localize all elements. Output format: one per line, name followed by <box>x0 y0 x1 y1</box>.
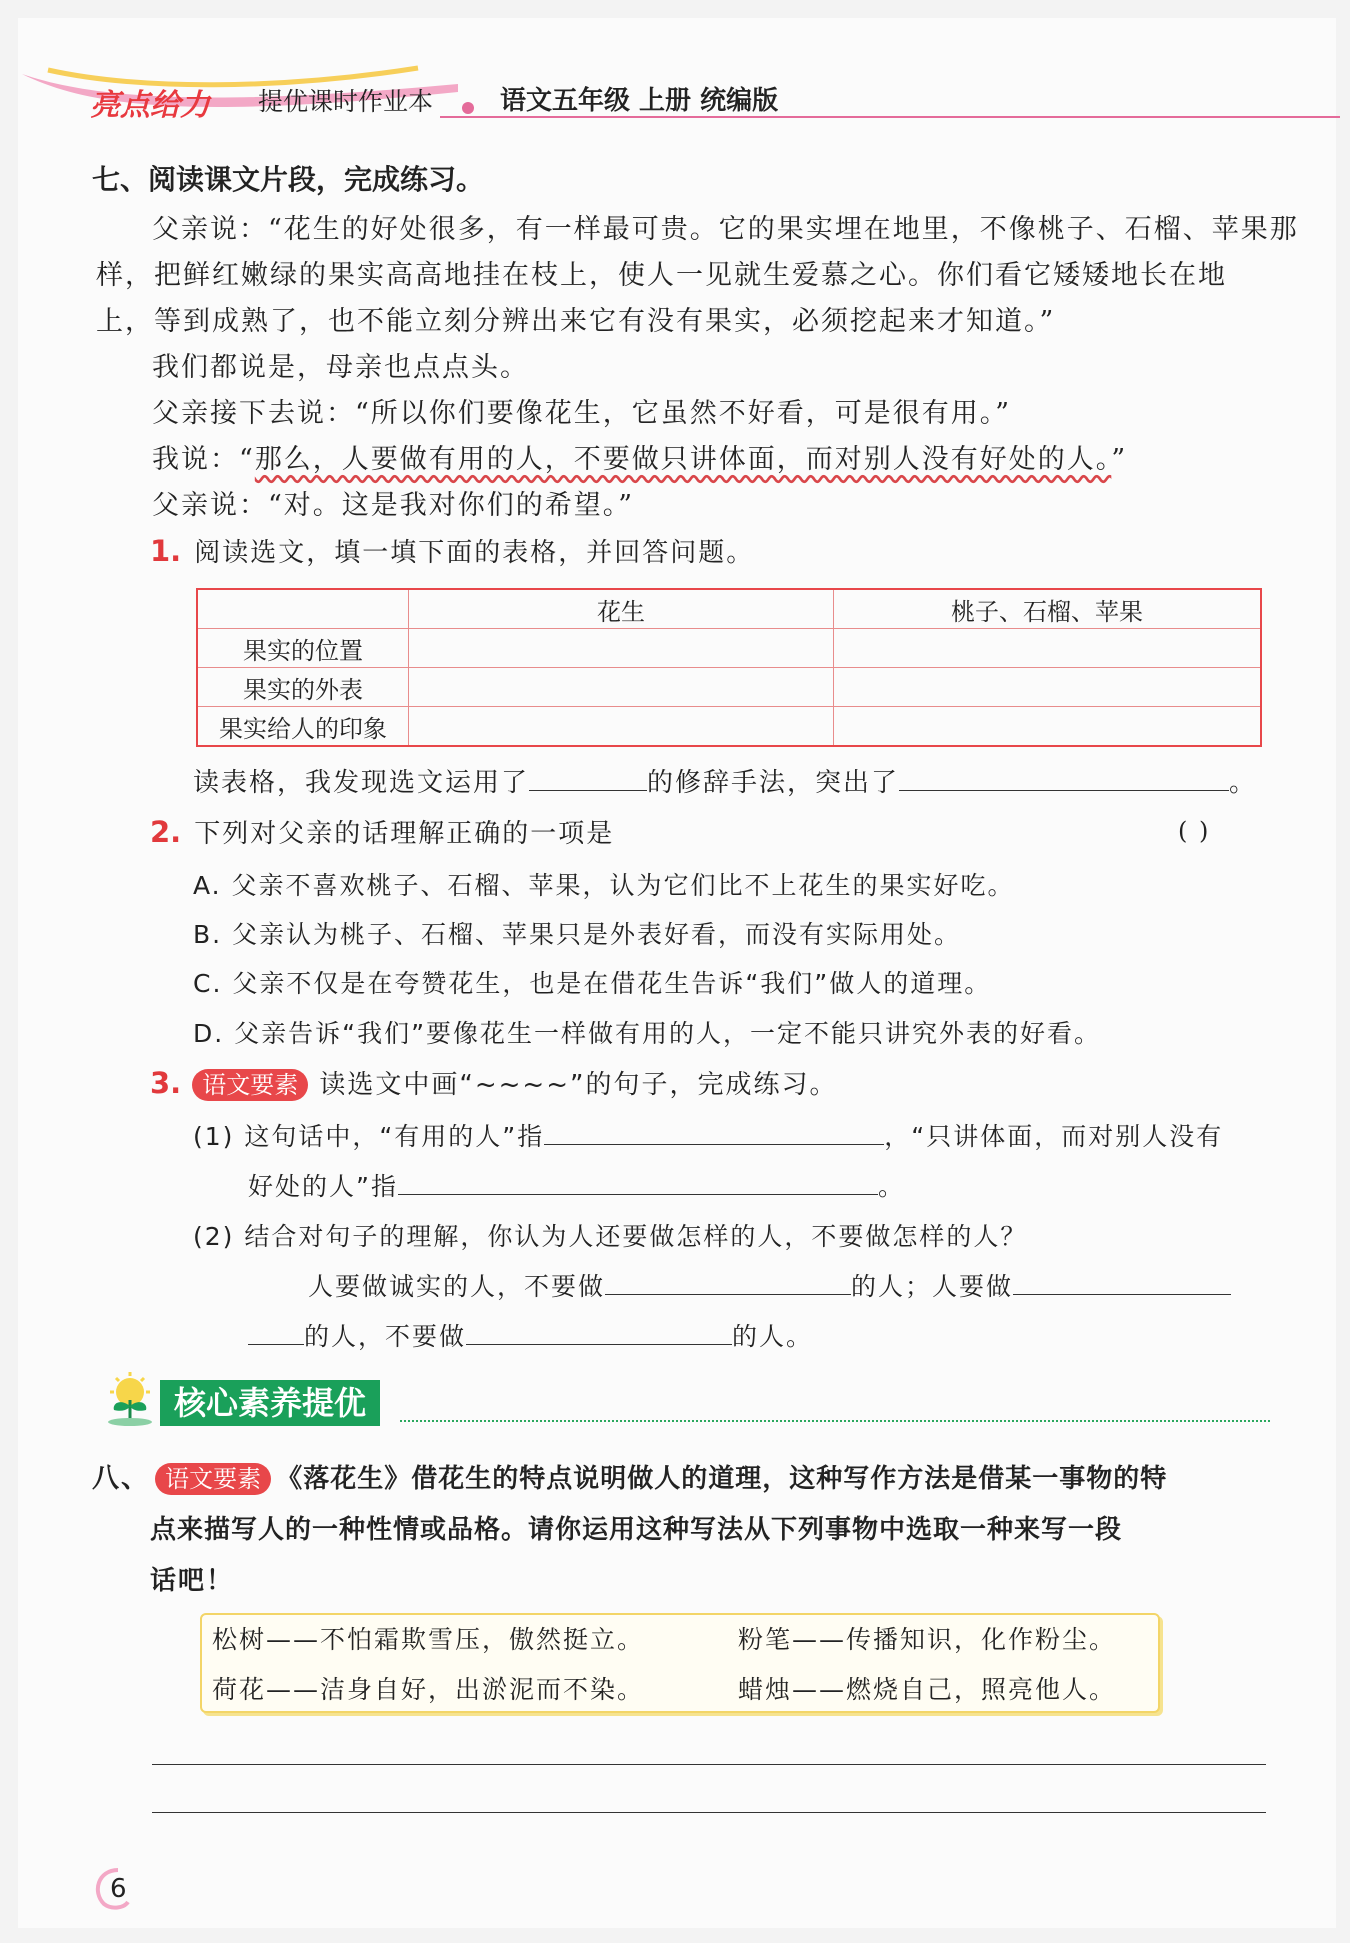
option-d: D. 父亲告诉“我们”要像花生一样做有用的人，一定不能只讲究外表的好看。 <box>193 1019 1102 1048</box>
table-header-row <box>197 589 1261 629</box>
sprout-sun-icon <box>98 1370 162 1430</box>
answer-blank[interactable] <box>529 790 647 791</box>
answer-blank[interactable] <box>1013 1294 1231 1295</box>
passage-line-5: 父亲接下去说：“所以你们要像花生，它虽然不好看，可是很有用。” <box>152 398 1012 429</box>
answer-cell[interactable] <box>834 629 1262 668</box>
section-8-line-2: 点来描写人的一种性情或品格。请你运用这种写法从下列事物中选取一种来写一段 <box>150 1515 1123 1545</box>
example-chalk: 粉笔——传播知识，化作粉尘。 <box>738 1625 1117 1654</box>
passage-line-6: 我说：“那么，人要做有用的人，不要做只讲体面，而对别人没有好处的人。” <box>152 444 1128 475</box>
passage-line-2: 样，把鲜红嫩绿的果实高高地挂在枝上，使人一见就生爱慕之心。你们看它矮矮地长在地 <box>96 260 1227 291</box>
section-7-title: 七、阅读课文片段，完成练习。 <box>92 163 485 196</box>
row-label: 果实给人的印象 <box>197 707 409 747</box>
question-2-number: 2. <box>150 815 182 849</box>
option-b: B. 父亲认为桃子、石榴、苹果只是外表好看，而没有实际用处。 <box>193 920 962 949</box>
core-section-rule <box>400 1420 1270 1422</box>
passage-line-4: 我们都说是，母亲也点点头。 <box>152 352 529 383</box>
comparison-table <box>196 588 1262 747</box>
row-label: 果实的外表 <box>197 668 409 707</box>
question-1-text: 阅读选文，填一填下面的表格，并回答问题。 <box>194 538 755 568</box>
table-header-cell: 花生 <box>409 589 834 629</box>
section-8-line-3: 话吧！ <box>150 1566 235 1596</box>
q1-follow-up: 读表格，我发现选文运用了 的修辞手法，突出了 。 <box>193 768 1258 798</box>
row-label: 果实的位置 <box>197 629 409 668</box>
q3-sub2: (2) 结合对句子的理解，你认为人还要做怎样的人，不要做怎样的人？ <box>193 1222 1028 1251</box>
option-a: A. 父亲不喜欢桃子、石榴、苹果，认为它们比不上花生的果实好吃。 <box>193 871 1015 900</box>
table-header-cell: 桃子、石榴、苹果 <box>834 589 1262 629</box>
answer-cell[interactable] <box>834 668 1262 707</box>
example-lotus: 荷花——洁身自好，出淤泥而不染。 <box>212 1675 645 1704</box>
language-element-tag: 语文要素 <box>155 1463 271 1495</box>
q3-sub1-line2: 好处的人”指 。 <box>248 1172 905 1201</box>
example-pine: 松树——不怕霜欺雪压，傲然挺立。 <box>212 1625 645 1654</box>
example-candle: 蜡烛——燃烧自己，照亮他人。 <box>738 1675 1117 1704</box>
brand-logo: 亮点给力 <box>90 88 210 123</box>
question-2-text: 下列对父亲的话理解正确的一项是 <box>194 819 615 849</box>
table-header-cell <box>197 589 409 629</box>
option-c: C. 父亲不仅是在夸赞花生，也是在借花生告诉“我们”做人的道理。 <box>193 969 992 998</box>
answer-blank[interactable] <box>398 1194 878 1195</box>
q3-sub1-line1: (1) 这句话中，“有用的人”指 ，“只讲体面，而对别人没有 <box>193 1122 1224 1151</box>
writing-line[interactable] <box>152 1812 1266 1813</box>
language-element-tag: 语文要素 <box>192 1069 308 1101</box>
answer-paren[interactable]: ( ) <box>1178 817 1211 845</box>
question-3 <box>150 1064 837 1101</box>
answer-blank[interactable] <box>466 1344 732 1345</box>
question-2 <box>150 813 614 850</box>
q3-sub2-line1: 人要做诚实的人，不要做 的人；人要做 <box>308 1267 1231 1303</box>
table-row <box>197 668 1261 707</box>
question-3-text: 读选文中画“~~~~”的句子，完成练习。 <box>319 1070 838 1100</box>
question-1-number: 1. <box>150 534 182 568</box>
table-row <box>197 629 1261 668</box>
answer-blank[interactable] <box>899 790 1229 791</box>
answer-cell[interactable] <box>409 629 834 668</box>
answer-blank[interactable] <box>544 1144 884 1145</box>
passage-line-7: 父亲说：“对。这是我对你们的希望。” <box>152 490 635 521</box>
wavy-underlined-sentence: 那么，人要做有用的人，不要做只讲体面，而对别人没有好处的人。 <box>254 444 1112 475</box>
page-number: 6 <box>110 1874 127 1904</box>
answer-cell[interactable] <box>409 668 834 707</box>
passage-line-3: 上，等到成熟了，也不能立刻分辨出来它有没有果实，必须挖起来才知道。” <box>96 306 1056 337</box>
answer-blank[interactable] <box>248 1344 304 1345</box>
core-section-title: 核心素养提优 <box>160 1380 380 1426</box>
answer-cell[interactable] <box>409 707 834 747</box>
passage-line-1: 父亲说：“花生的好处很多，有一样最可贵。它的果实埋在地里，不像桃子、石榴、苹果那 <box>152 214 1299 245</box>
header-rule <box>440 116 1340 118</box>
question-3-number: 3. <box>150 1066 182 1100</box>
q3-sub2-line2: 的人，不要做 的人。 <box>248 1317 813 1353</box>
brand-subtitle: 提优课时作业本 <box>258 87 434 116</box>
answer-blank[interactable] <box>605 1294 851 1295</box>
answer-cell[interactable] <box>834 707 1262 747</box>
section-8-line-1: 八、 语文要素 《落花生》借花生的特点说明做人的道理，这种写作方法是借某一事物的特 <box>92 1463 1168 1494</box>
book-title: 语文五年级 上册 统编版 <box>500 86 779 116</box>
writing-line[interactable] <box>152 1764 1266 1765</box>
table-row <box>197 707 1261 747</box>
question-1 <box>150 532 754 569</box>
